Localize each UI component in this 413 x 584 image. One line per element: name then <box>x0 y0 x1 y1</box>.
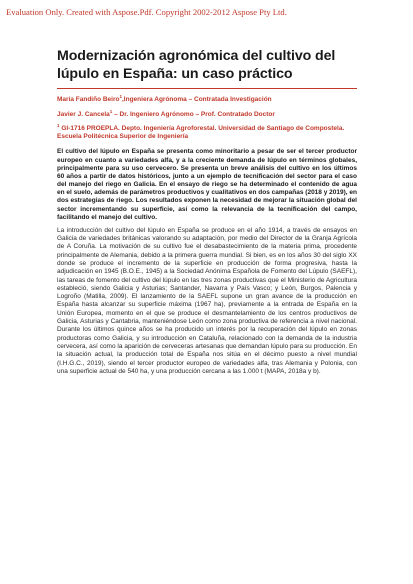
title-divider <box>57 88 357 89</box>
author-role: ,Ingeniera Agrónoma – Contratada Investigación <box>122 96 272 103</box>
article-title: Modernización agronómica del cultivo del lúpulo en España: un caso práctico <box>57 48 336 82</box>
evaluation-watermark: Evaluation Only. Created with Aspose.Pdf. Copyright 2002-2012 Aspose Pty Ltd. <box>6 7 287 17</box>
body-paragraph: La introducción del cultivo del lúpulo en España se produce en el año 1914, a través de ensayos en Galicia de variedades británicas valorando su adaptación, por medio del Director de la Granja Agrícola de A Coruña. La motivación de su cultivo fue el desabastecimiento de la materia prima, procedente principalmente de Alemania, debido a la primera guerra mundial. Si bien, es en los años 30 del siglo XX donde se produce el incremento de la superficie en producción de forma progresiva, hasta la adjudicación en 1945 (B.O.E., 1945) a la Sociedad Anónima Española de Fomento del Lúpulo (SAEFL), las tareas de fomento del cultivo del lúpulo en las tres zonas productivas que el Ministerio de Agricultura estableció, siendo Galicia y Asturias; Santander, Navarra y País Vasco; y León, Burgos, Palencia y Logroño (Matilla, 2009). El lanzamiento de la SAEFL supone un gran avance de la producción en España hasta alcanzar su superficie máxima (1967 ha), previamente a la entrada de España en la Unión Europea, momento en el que se produce el desmantelamiento de los centros productivos de Galicia, Asturias y Cantabria, manteniéndose León como zona productiva de referencia a nivel nacional. Durante los últimos quince años se ha producido un interés por la recuperación del lúpulo en zonas productoras como Galicia, y su introducción en Cataluña, relacionado con la demanda de la industria cervecera, así como la aparición de cerveceras artesanas que demandan lúpulo para su producción. En la situación actual, la producción total de España nos sitúa en el décimo puesto a nivel mundial (I.H.G.C., 2019), siendo el tercer productor europeo de variedades alfa, tras Alemania y Polonia, con una superficie actual de 540 ha, y una producción cercana a las 1.000 t (MAPA, 2018a y b). <box>57 226 357 375</box>
affiliation <box>57 122 357 141</box>
author-1 <box>57 95 357 104</box>
author-name: Javier J. Cancela <box>57 111 110 118</box>
abstract: El cultivo del lúpulo en España se presenta como minoritario a pesar de ser el tercer productor europeo en cuanto a variedades alfa, y a la creciente demanda de lúpulo en términos globales, principalmente para su uso cervecero. Se presenta un breve análisis del cultivo en los últimos 60 años a partir de datos históricos, junto a un ejemplo de tecnificación del sector para el caso del manejo del riego en Galicia. En el ensayo de riego se ha determinado el contenido de agua en el suelo, además de parámetros productivos y cualitativos en dos campañas (2018 y 2019), en dos estrategias de riego. Los resultados exponen la necesidad de mejorar la situación global del sector incrementando su superficie, así como la relevancia de la tecnificación del campo, facilitando el manejo del cultivo. <box>57 148 357 221</box>
author-name: María Fandiño Beiro <box>57 96 120 103</box>
article <box>57 48 357 376</box>
author-affiliation-mark: 1 <box>109 108 113 114</box>
affiliation-mark: 1 <box>57 122 60 128</box>
author-role: – Dr. Ingeniero Agrónomo – Prof. Contratado Doctor <box>114 111 275 118</box>
affiliation-text: GI-1716 PROEPLA. Depto. Ingeniería Agroforestal. Universidad de Santiago de Compostela. Escuela Politécnica Superior de Ingeniería <box>57 125 345 141</box>
author-affiliation-mark: 1 <box>119 93 122 99</box>
author-2 <box>57 110 357 119</box>
